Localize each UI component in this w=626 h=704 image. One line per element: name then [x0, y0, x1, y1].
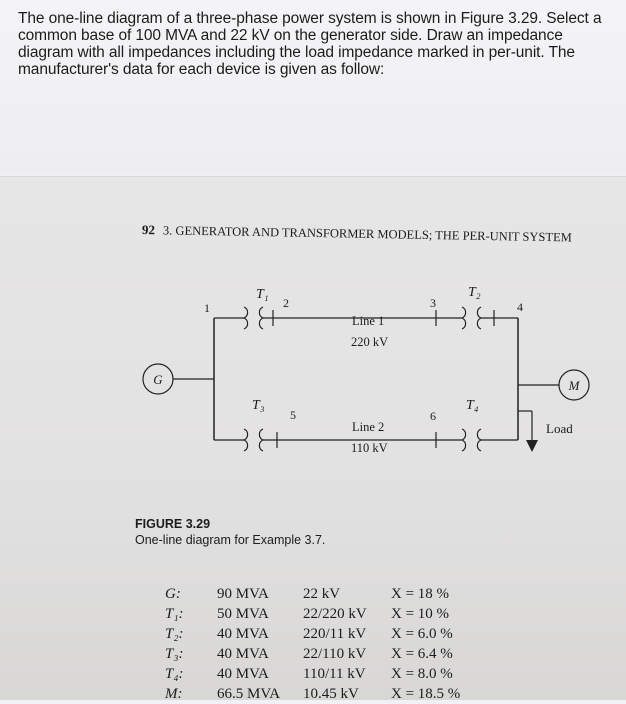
device-mva: 90 MVA — [217, 585, 269, 602]
table-row — [165, 624, 460, 644]
line-2-voltage: 110 kV — [351, 441, 388, 455]
device-name: G: — [165, 585, 181, 602]
line-2-name: Line 2 — [352, 420, 385, 434]
motor-label: M — [568, 378, 580, 393]
bus-1-label: 1 — [204, 301, 210, 315]
device-reactance: X = 8.0 % — [391, 665, 453, 682]
load-arrow — [526, 440, 538, 452]
bus-2-label: 2 — [283, 296, 289, 310]
question-text: The one-line diagram of a three-phase power system is shown in Figure 3.29. Select a common base of 100 MVA and 22 kV on the generator side. Draw an impedance diagram with all impedances including the load impedance marked in per-unit. The manufacturer's data for each device is given as follow: — [18, 10, 602, 78]
device-kv: 220/11 kV — [303, 625, 367, 642]
t2-label: T₂ — [468, 285, 481, 300]
t4-symbol — [462, 429, 481, 451]
bus-6-label: 6 — [430, 409, 436, 423]
device-reactance: X = 18.5 % — [391, 685, 461, 702]
bus-3-label: 3 — [430, 296, 436, 310]
device-mva: 40 MVA — [217, 665, 269, 682]
device-name: T₃: — [165, 645, 184, 662]
line-1-voltage: 220 kV — [351, 335, 389, 349]
generator-label: G — [153, 372, 163, 387]
figure-number: FIGURE 3.29 — [135, 517, 211, 531]
t4-label: T₄ — [466, 398, 479, 413]
table-row — [165, 664, 460, 684]
device-mva: 50 MVA — [217, 605, 269, 622]
device-mva: 40 MVA — [217, 645, 269, 662]
device-reactance: X = 10 % — [391, 605, 450, 622]
device-kv: 10.45 kV — [303, 685, 359, 702]
table-row — [165, 684, 460, 704]
page-number: 92 — [141, 222, 156, 238]
figure-caption — [135, 516, 325, 548]
device-mva: 66.5 MVA — [217, 685, 281, 702]
device-kv: 110/11 kV — [303, 665, 366, 682]
device-mva: 40 MVA — [217, 625, 269, 642]
load-label: Load — [546, 421, 573, 436]
t3-label: T₃ — [252, 398, 265, 413]
bus-5-label: 5 — [290, 408, 296, 422]
t2-symbol — [462, 307, 481, 329]
device-name: T₂: — [165, 625, 184, 642]
device-reactance: X = 6.4 % — [391, 645, 453, 662]
device-name: T₁: — [165, 605, 184, 622]
device-kv: 22/220 kV — [303, 605, 367, 622]
figure-caption-text: One-line diagram for Example 3.7. — [135, 533, 326, 547]
t1-label: T₁ — [256, 287, 269, 302]
line-1-name: Line 1 — [352, 314, 385, 328]
device-name: T₄: — [165, 665, 184, 682]
t3-symbol — [244, 429, 263, 451]
table-row — [165, 604, 460, 624]
table-row — [165, 584, 460, 604]
device-kv: 22/110 kV — [303, 645, 367, 662]
device-reactance: X = 6.0 % — [391, 625, 453, 642]
t1-symbol — [244, 307, 263, 329]
chapter-title: 3. GENERATOR AND TRANSFORMER MODELS; THE PER-UNIT SYSTEM — [162, 223, 572, 245]
device-kv: 22 kV — [303, 585, 341, 602]
device-name: M: — [165, 685, 183, 702]
device-reactance: X = 18 % — [391, 585, 450, 602]
bus-4-label: 4 — [517, 300, 523, 314]
table-row — [165, 644, 460, 664]
device-data-table — [165, 584, 460, 704]
